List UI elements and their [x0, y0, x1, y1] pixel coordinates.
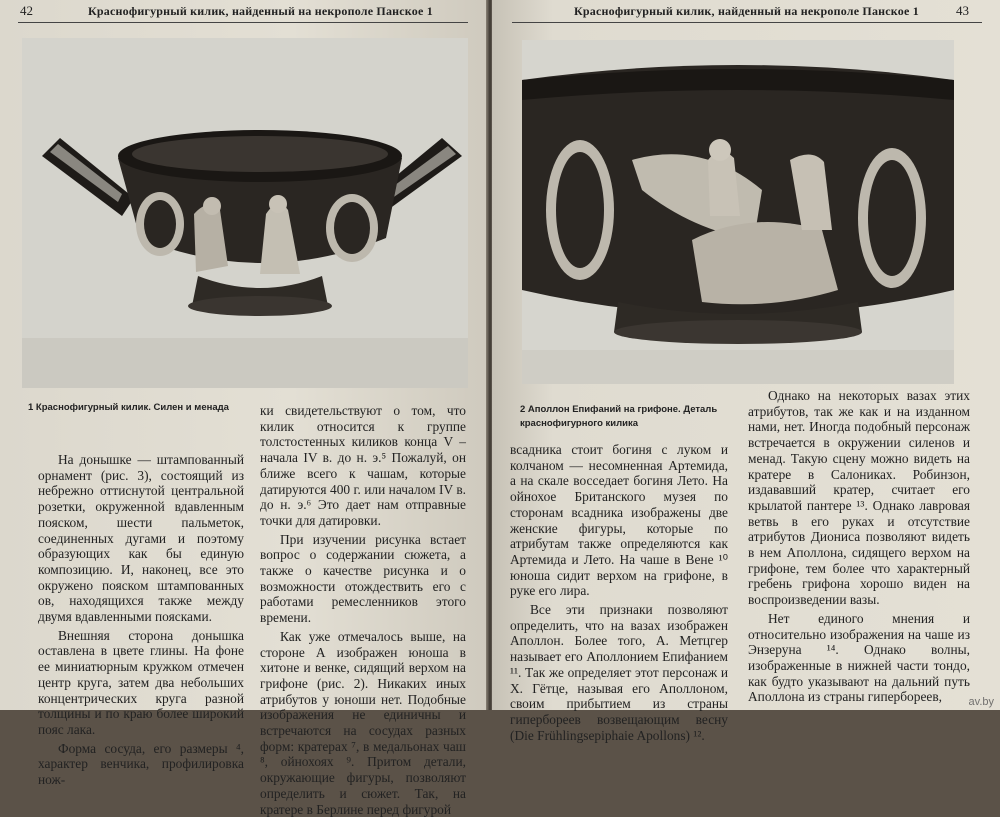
left-page	[0, 0, 488, 817]
paragraph: Форма сосуда, его размеры ⁴, характер венчика, профилировка нож-	[38, 740, 244, 788]
right-page	[492, 0, 1000, 743]
paragraph: Однако на некоторых вазах этих атрибутов, так же как и на изданном нами, нет. Иногда подобный персонаж встречается в окружении силенов и менад. Такую сцену можно видеть на кратере в Салониках. Робинзон, издававший кратер, считает его крылатой пантере ¹³. Однако лавровая ветвь в его руках и отсутствие атрибутов Диониса позволяют видеть в нем Аполлона, сидящего верхом на грифоне, тем более что характерный гребень грифона хорошо виден на воспроизведении вазы.	[748, 388, 970, 608]
text-column-2	[260, 403, 466, 817]
figure-caption: 2 Аполлон Епифаний на грифоне. Деталь краснофигурного килика	[520, 404, 718, 429]
paragraph: Нет единого мнения и относительно изображения на чаше из Энзеруна ¹⁴. Однако волны, изображенные в нижней части тондо, как будто указывают на дальний путь Аполлона из страны гипербореев,	[748, 610, 970, 705]
page-number: 43	[956, 3, 969, 18]
header-rule	[512, 22, 982, 23]
paragraph: Внешняя сторона донышка оставлена в цвете глины. На фоне ее миниатюрным кружком отмечен центр круга, затем два небольших концентрических круга разной толщины и по краю более широкий пояс лака.	[38, 627, 244, 737]
text-column-2	[748, 388, 970, 705]
paragraph: Как уже отмечалось выше, на стороне А изображен юноша в хитоне и венке, сидящий верхом на грифоне (рис. 2). Никаких иных атрибутов у юноши нет. Подобные изображения не единичны и встречаются на сосудах разных форм: кратерах ⁷, в медальонах чаш ⁸, ойнохоях ⁹. Притом детали, окружающие фигуры, позволяют определить и сюжет. Так, на кратере в Берлине перед фигурой	[260, 628, 466, 817]
watermark: av.by	[968, 696, 994, 708]
paragraph: Все эти признаки позволяют определить, что на вазах изображен Аполлон. Более того, А. Метцгер называет его Аполлонием Епифанием ¹¹. Так же определяет этот персонаж и Х. Гётце, называя его Аполлоном, своим прибытием из страны гипербореев возвещающим весну (Die Frühlingsepiphaie Apollons) ¹².	[510, 602, 728, 743]
running-header: Краснофигурный килик, найденный на некрополе Панское 1	[88, 4, 433, 18]
paragraph: При изучении рисунка встает вопрос о содержании сюжета, а также о качестве рисунка и о возможности отождествить его с работами ремесленников этого времени.	[260, 531, 466, 626]
paragraph: всадника стоит богиня с луком и колчаном — несомненная Артемида, а на скале восседает богиня Лето. На ойнохое Британского музея по сторонам всадника изображены две женские фигуры, которые по атрибутам также определяются как Артемида и Лето. На чаше в Вене ¹⁰ юноша сидит верхом на грифоне, в руке его лира.	[510, 442, 728, 599]
text-column-1	[38, 452, 244, 788]
griffin-detail-photo	[522, 40, 954, 384]
figure-caption: 1 Краснофигурный килик. Силен и менада	[28, 402, 229, 413]
paragraph: На донышке — штампованный орнамент (рис. 3), состоящий из небрежно оттиснутой центральной розетки, окруженной вдавленным пояском, шести пальметок, соединенных дугами и поэтому образующих как бы единую композицию. И, наконец, все это окружено пояском штампованных ов, находящихся также между двумя вдавленными поясками.	[38, 452, 244, 625]
running-header: Краснофигурный килик, найденный на некрополе Панское 1	[574, 4, 919, 18]
header-rule	[18, 22, 468, 23]
text-column-1	[510, 442, 728, 743]
kylix-photo	[22, 38, 468, 388]
page-number: 42	[20, 3, 33, 18]
paragraph: ки свидетельствуют о том, что килик относится к группе толстостенных киликов конца V – начала IV в. до н. э.⁵ Пожалуй, он ближе всего к чашам, которые датируются 400 г. или началом IV в. до н. э.⁶ Это дает нам отправные точки для датировки.	[260, 403, 466, 528]
